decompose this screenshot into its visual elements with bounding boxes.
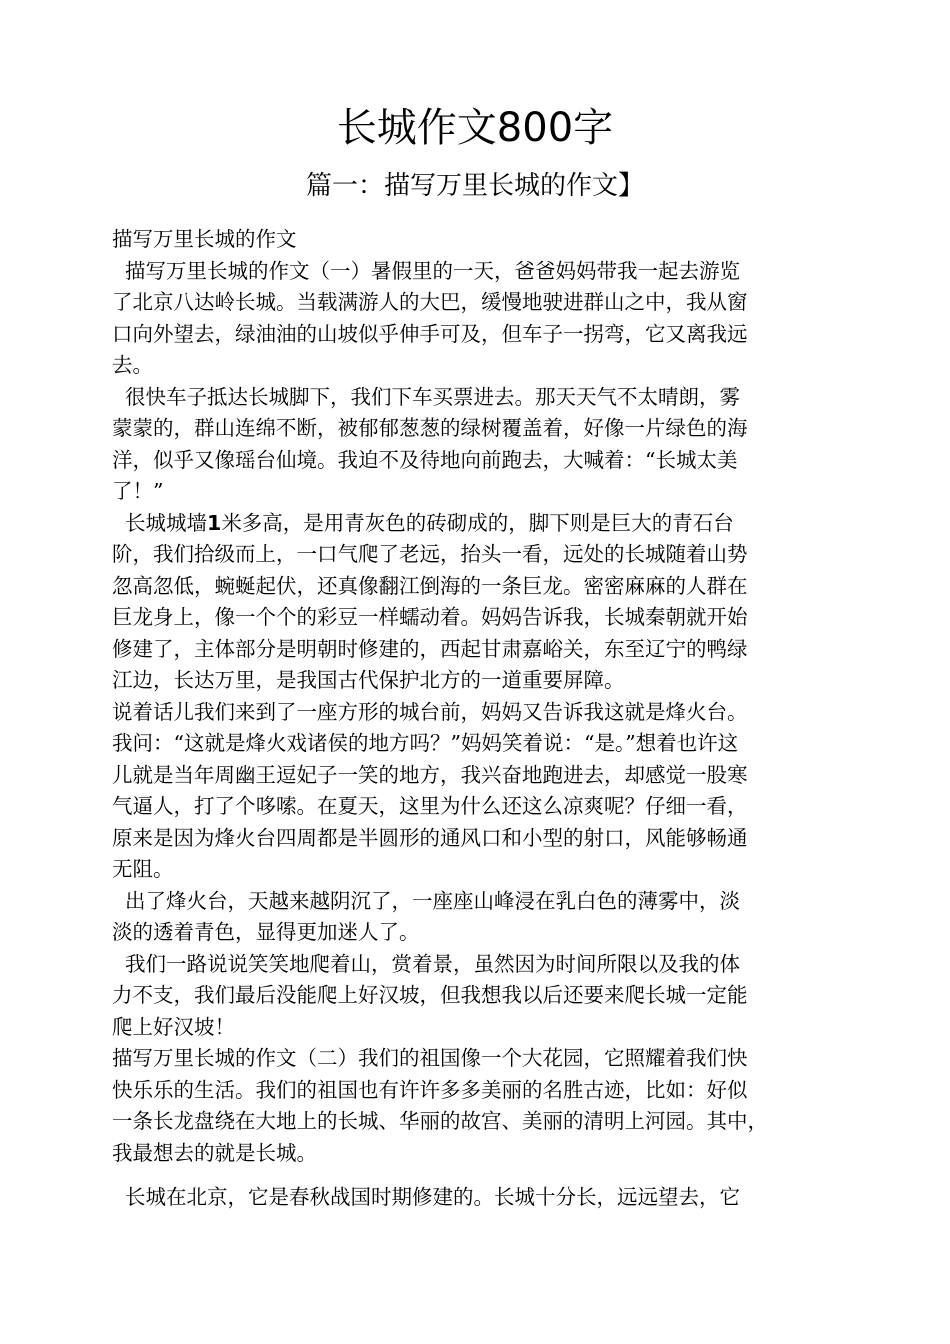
essay-line: 去。 xyxy=(112,353,153,377)
essay-line: 力不支，我们最后没能爬上好汉坡，但我想我以后还要来爬长城一定能 xyxy=(112,983,748,1007)
document-subtitle: 篇一：描写万里长城的作文】 xyxy=(305,171,644,201)
essay-line-wall-height xyxy=(112,508,842,540)
essay-line: 无阻。 xyxy=(112,857,174,881)
essay-line: 阶，我们拾级而上，一口气爬了老远，抬头一看，远处的长城随着山势 xyxy=(112,542,748,566)
essay-line: 淡的透着青色，显得更加迷人了。 xyxy=(112,920,420,944)
essay-line: 很快车子抵达长城脚下，我们下车买票进去。那天天气不太晴朗，雾 xyxy=(112,384,741,409)
paragraph-gap xyxy=(112,1169,842,1182)
essay-line: 长城在北京，它是春秋战国时期修建的。长城十分长，远远望去，它 xyxy=(112,1185,741,1209)
essay-line: 描写万里长城的作文（二）我们的祖国像一个大花园，它照耀着我们快 xyxy=(112,1046,748,1070)
essay-line: 描写万里长城的作文 xyxy=(112,227,297,251)
essay-line: 气逼人，打了个哆嗦。在夏天，这里为什么还这么凉爽呢？仔细一看， xyxy=(112,794,748,818)
essay-line: 我最想去的就是长城。 xyxy=(112,1140,317,1165)
essay-line: 一条长龙盘绕在大地上的长城、华丽的故宫、美丽的清明上河园。其中， xyxy=(112,1109,768,1133)
essay-line: 爬上好汉坡！ xyxy=(112,1014,235,1039)
wall-line-after: 米多高，是用青灰色的砖砌成的，脚下则是巨大的青石台 xyxy=(221,510,734,535)
essay-line: 说着话儿我们来到了一座方形的城台前，妈妈又告诉我这就是烽火台。 xyxy=(112,699,748,724)
essay-lines-b xyxy=(112,539,842,1169)
essay-line: 我问：“这就是烽火戏诸侯的地方吗？”妈妈笑着说：“是。”想着也许这 xyxy=(112,731,739,755)
essay-line: 描写万里长城的作文（一）暑假里的一天，爸爸妈妈带我一起去游览 xyxy=(112,258,741,283)
essay-line: 儿就是当年周幽王逗妃子一笑的地方，我兴奋地跑进去，却感觉一股寒 xyxy=(112,762,748,787)
wall-height-number: 1 xyxy=(207,510,222,535)
essay-line: 修建了，主体部分是明朝时修建的，西起甘肃嘉峪关，东至辽宁的鸭绿 xyxy=(112,636,748,661)
essay-lines-c xyxy=(112,1182,842,1214)
essay-line: 巨龙身上，像一个个的彩豆一样蠕动着。妈妈告诉我，长城秦朝就开始 xyxy=(112,605,748,629)
wall-line-before: 长城城墙 xyxy=(112,510,208,535)
document-title: 长城作文800字 xyxy=(336,105,614,151)
essay-line: 蒙蒙的，群山连绵不断，被郁郁葱葱的绿树覆盖着，好像一片绿色的海 xyxy=(112,416,748,440)
essay-line: 我们一路说说笑笑地爬着山，赏着景，虽然因为时间所限以及我的体 xyxy=(112,951,741,976)
essay-line: 了北京八达岭长城。当载满游人的大巴，缓慢地驶进群山之中，我从窗 xyxy=(112,290,748,314)
essay-line: 快乐乐的生活。我们的祖国也有许许多多美丽的名胜古迹，比如：好似 xyxy=(112,1077,748,1102)
essay-line: 出了烽火台，天越来越阴沉了，一座座山峰浸在乳白色的薄雾中，淡 xyxy=(112,888,741,913)
essay-line: 洋，似乎又像瑶台仙境。我迫不及待地向前跑去，大喊着：“长城太美 xyxy=(112,447,738,472)
essay-line: 口向外望去，绿油油的山坡似乎伸手可及，但车子一拐弯，它又离我远 xyxy=(112,321,748,346)
essay-body xyxy=(112,224,842,1214)
essay-line: 原来是因为烽火台四周都是半圆形的通风口和小型的射口，风能够畅通 xyxy=(112,825,748,850)
essay-lines-a xyxy=(112,224,842,508)
essay-line: 忽高忽低，蜿蜒起伏，还真像翻江倒海的一条巨龙。密密麻麻的人群在 xyxy=(112,573,748,598)
essay-line: 了！” xyxy=(112,479,164,503)
essay-line: 江边，长达万里，是我国古代保护北方的一道重要屏障。 xyxy=(112,668,625,692)
